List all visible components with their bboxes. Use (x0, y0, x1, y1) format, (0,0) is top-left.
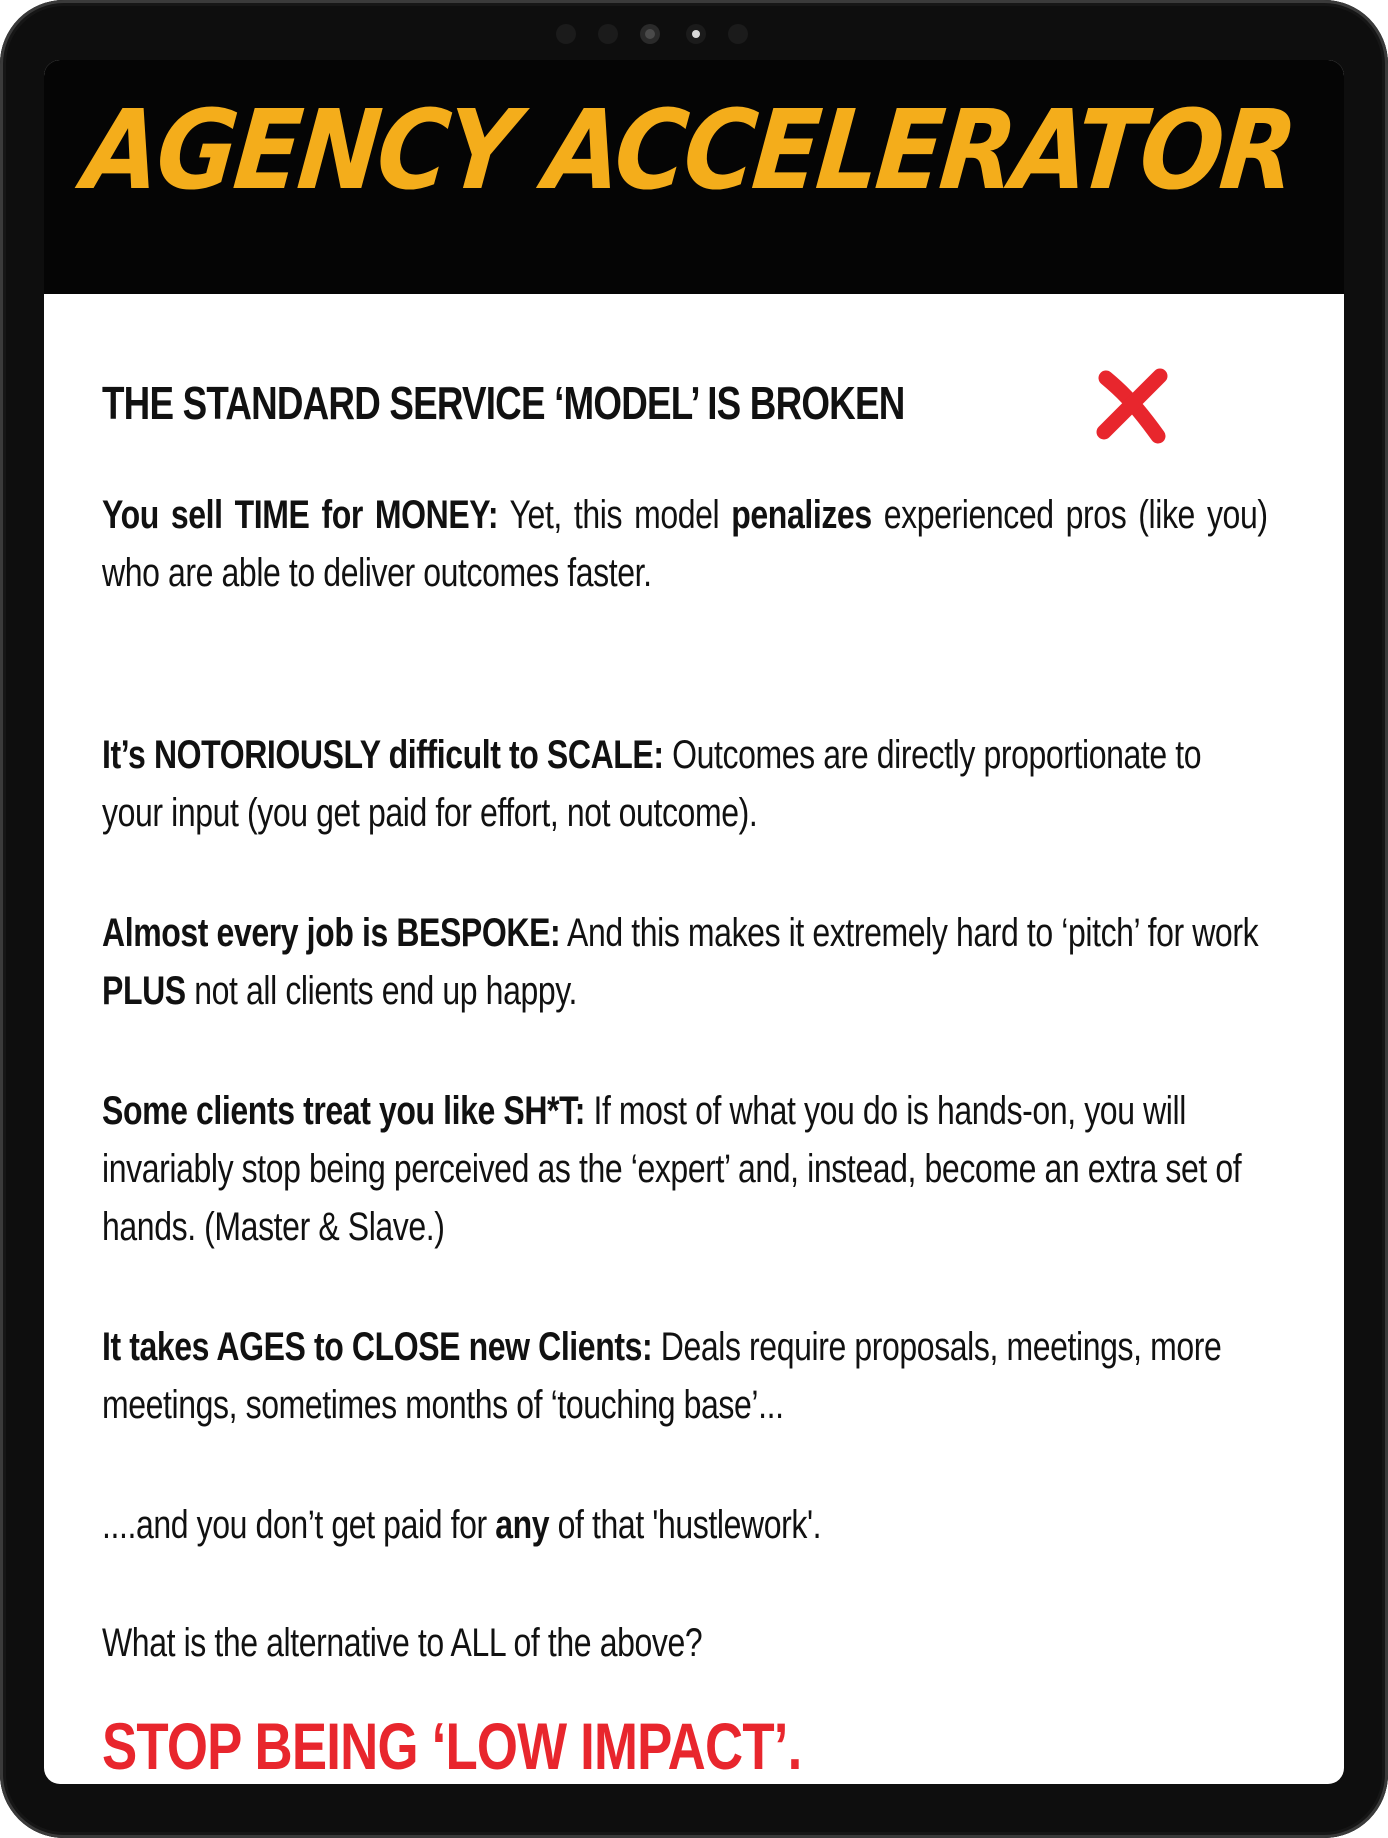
sensor-dot (728, 24, 748, 44)
paragraph-question (102, 1614, 1268, 1672)
paragraph-emphasis: PLUS (102, 969, 186, 1013)
paragraph-text: And this makes it extremely hard to ‘pitch’ for work (560, 911, 1259, 955)
paragraph-emphasis: penalizes (731, 493, 872, 537)
red-x-icon (1092, 366, 1172, 446)
header-banner (44, 60, 1344, 294)
paragraph-bespoke (102, 904, 1268, 1020)
call-to-action-text (102, 1706, 1268, 1784)
paragraph-text: If most of what you do is hands-on, you will invariably stop being perceived as the ‘expert’ and, instead, become an extra set of hands. (Master & Slave.) (102, 1089, 1242, 1249)
paragraph-text: Yet, this model (498, 493, 732, 537)
paragraph-text: of that 'hustlework'. (549, 1503, 822, 1547)
sensor-dot (598, 24, 618, 44)
camera-indicator-icon (686, 24, 706, 44)
paragraph-scale (102, 726, 1268, 842)
section-heading: THE STANDARD SERVICE ‘MODEL’ IS BROKEN (102, 377, 905, 429)
paragraph-hustlework (102, 1496, 1268, 1554)
tablet-screen (44, 60, 1344, 1784)
paragraph-close-clients (102, 1318, 1268, 1434)
paragraph-time-for-money (102, 486, 1268, 602)
heading-row (102, 370, 1268, 444)
paragraph-text: ....and you don’t get paid for (102, 1503, 496, 1547)
camera-lens-icon (640, 24, 660, 44)
paragraph-clients (102, 1082, 1268, 1256)
paragraph-emphasis: any (495, 1503, 550, 1547)
paragraph-lead: Almost every job is BESPOKE: (102, 911, 561, 955)
paragraph-text: What is the alternative to ALL of the above? (102, 1621, 703, 1665)
paragraph-text: Outcomes are directly proportionate to your input (you get paid for effort, not outcome). (102, 733, 1202, 835)
paragraph-text: experienced pros (like you) who are able to deliver outcomes faster. (102, 493, 1268, 595)
paragraph-lead: It’s NOTORIOUSLY difficult to SCALE: (102, 733, 664, 777)
call-to-action-label: STOP BEING ‘LOW IMPACT’. (102, 1709, 802, 1783)
paragraph-lead: You sell TIME for MONEY: (102, 493, 499, 537)
sensor-dot (556, 24, 576, 44)
paragraph-lead: Some clients treat you like SH*T: (102, 1089, 585, 1133)
header-title: AGENCY ACCELERATOR (78, 87, 1300, 215)
camera-bar (0, 18, 1388, 48)
paragraph-text: not all clients end up happy. (185, 969, 577, 1013)
paragraph-lead: It takes AGES to CLOSE new Clients: (102, 1325, 653, 1369)
paragraph-text: Deals require proposals, meetings, more meetings, sometimes months of ‘touching base’... (102, 1325, 1222, 1427)
